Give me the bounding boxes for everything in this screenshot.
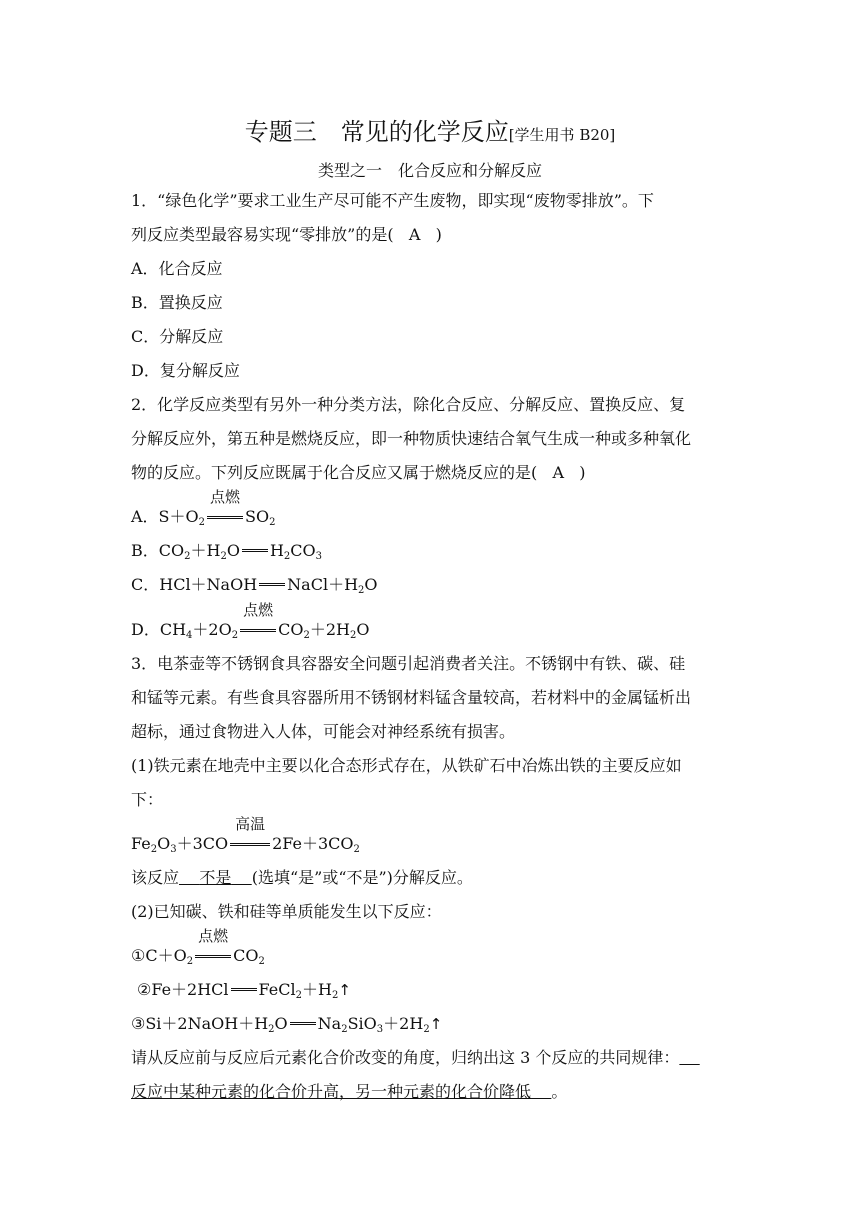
q3-part2-line1: (2)已知碳、铁和硅等单质能发生以下反应： <box>131 902 442 921</box>
q3-reaction-1: $①C+O_2$ 点燃 $CO_2$ <box>131 927 265 967</box>
q3-part1-line1: (1)铁元素在地壳中主要以化合态形式存在，从铁矿石中冶炼出铁的主要反应如 <box>131 756 682 775</box>
q2-line3 <box>131 463 586 483</box>
q1-option-d: D．复分解反应 <box>131 361 240 380</box>
q2-answer: A <box>552 463 565 482</box>
q1-line1: 1．“绿色化学”要求工业生产尽可能不产生废物，即实现“废物零排放”。下 <box>131 191 654 210</box>
q2-line1: 2．化学反应类型有另外一种分类方法，除化合反应、分解反应、置换反应、复 <box>131 395 686 414</box>
q1-stem-end: 列反应类型最容易实现“零排放”的是( <box>131 225 394 244</box>
gas-arrow-icon: ↑ <box>338 981 351 999</box>
q1-option-a: A．化合反应 <box>131 259 223 278</box>
q2-option-d: D．$CH_4+2O_2$ 点燃 $CO_2+2H_2O$ <box>131 601 370 641</box>
gas-arrow-icon: ↑ <box>429 1015 443 1033</box>
q2-option-c: C．HCl＋NaOH $NaCl+H_2O$ <box>131 575 378 596</box>
reaction-condition: 点燃 <box>207 508 243 519</box>
fill-blank-answer: 反应中某种元素的化合价升高，另一种元素的化合价降低 <box>131 1082 532 1101</box>
title-text: 专题三 常见的化学反应 <box>244 118 509 146</box>
q3-part1-line2: 下： <box>131 790 164 809</box>
q2-line2: 分解反应外，第五种是燃烧反应，即一种物质快速结合氧气生成一种或多种氧化 <box>131 429 692 448</box>
q3-line3: 超标，通过食物进入人体，可能会对神经系统有损害。 <box>131 722 516 741</box>
q3-line2: 和锰等元素。有些食具容器所用不锈钢材料锰含量较高，若材料中的金属锰析出 <box>131 688 692 707</box>
q3-reaction-3: $③Si+2NaOH+H_2O$ $Na_2SiO_3+2H_2↑$ <box>131 1014 443 1035</box>
reaction-condition: 高温 <box>230 835 270 846</box>
title-reference: [学生用书 B20] <box>508 126 616 144</box>
q2-option-b: B．$CO_2+H_2O$ $H_2CO_3$ <box>131 541 323 562</box>
q3-line1: 3．电茶壶等不锈钢食具容器安全问题引起消费者关注。不锈钢中有铁、碳、硅 <box>131 654 686 673</box>
section-heading: 类型之一 化合反应和分解反应 <box>317 161 542 180</box>
q2-option-a: A．$S+O_2$ 点燃 $SO_2$ <box>131 488 276 528</box>
q3-part2-answer-line: 反应中某种元素的化合价升高，另一种元素的化合价降低 。 <box>131 1082 568 1101</box>
q3-part1-question: 该反应 不是 (选填“是”或“不是”)分解反应。 <box>131 868 473 887</box>
q2-paren-close: ) <box>579 463 586 482</box>
q3-part2-question: 请从反应前与反应后元素化合价改变的角度，归纳出这 3 个反应的共同规律： <box>131 1048 680 1067</box>
q1-answer: A <box>408 225 421 244</box>
reaction-condition: 点燃 <box>195 947 231 958</box>
q3-iron-equation: $Fe_2O_3+3CO$ 高温 $2Fe+3CO_2$ <box>131 815 360 855</box>
fill-blank-answer: 不是 <box>199 868 232 887</box>
reaction-condition: 点燃 <box>240 621 276 632</box>
q1-paren-close: ) <box>435 225 442 244</box>
q3-reaction-2: ②Fe＋2HCl $FeCl_2+H_2↑$ <box>137 980 351 1001</box>
q1-option-c: C．分解反应 <box>131 327 224 346</box>
q1-line2 <box>131 225 442 245</box>
page-title <box>0 112 860 147</box>
q2-stem-end: 物的反应。下列反应既属于化合反应又属于燃烧反应的是( <box>131 463 538 482</box>
q1-option-b: B．置换反应 <box>131 293 223 312</box>
